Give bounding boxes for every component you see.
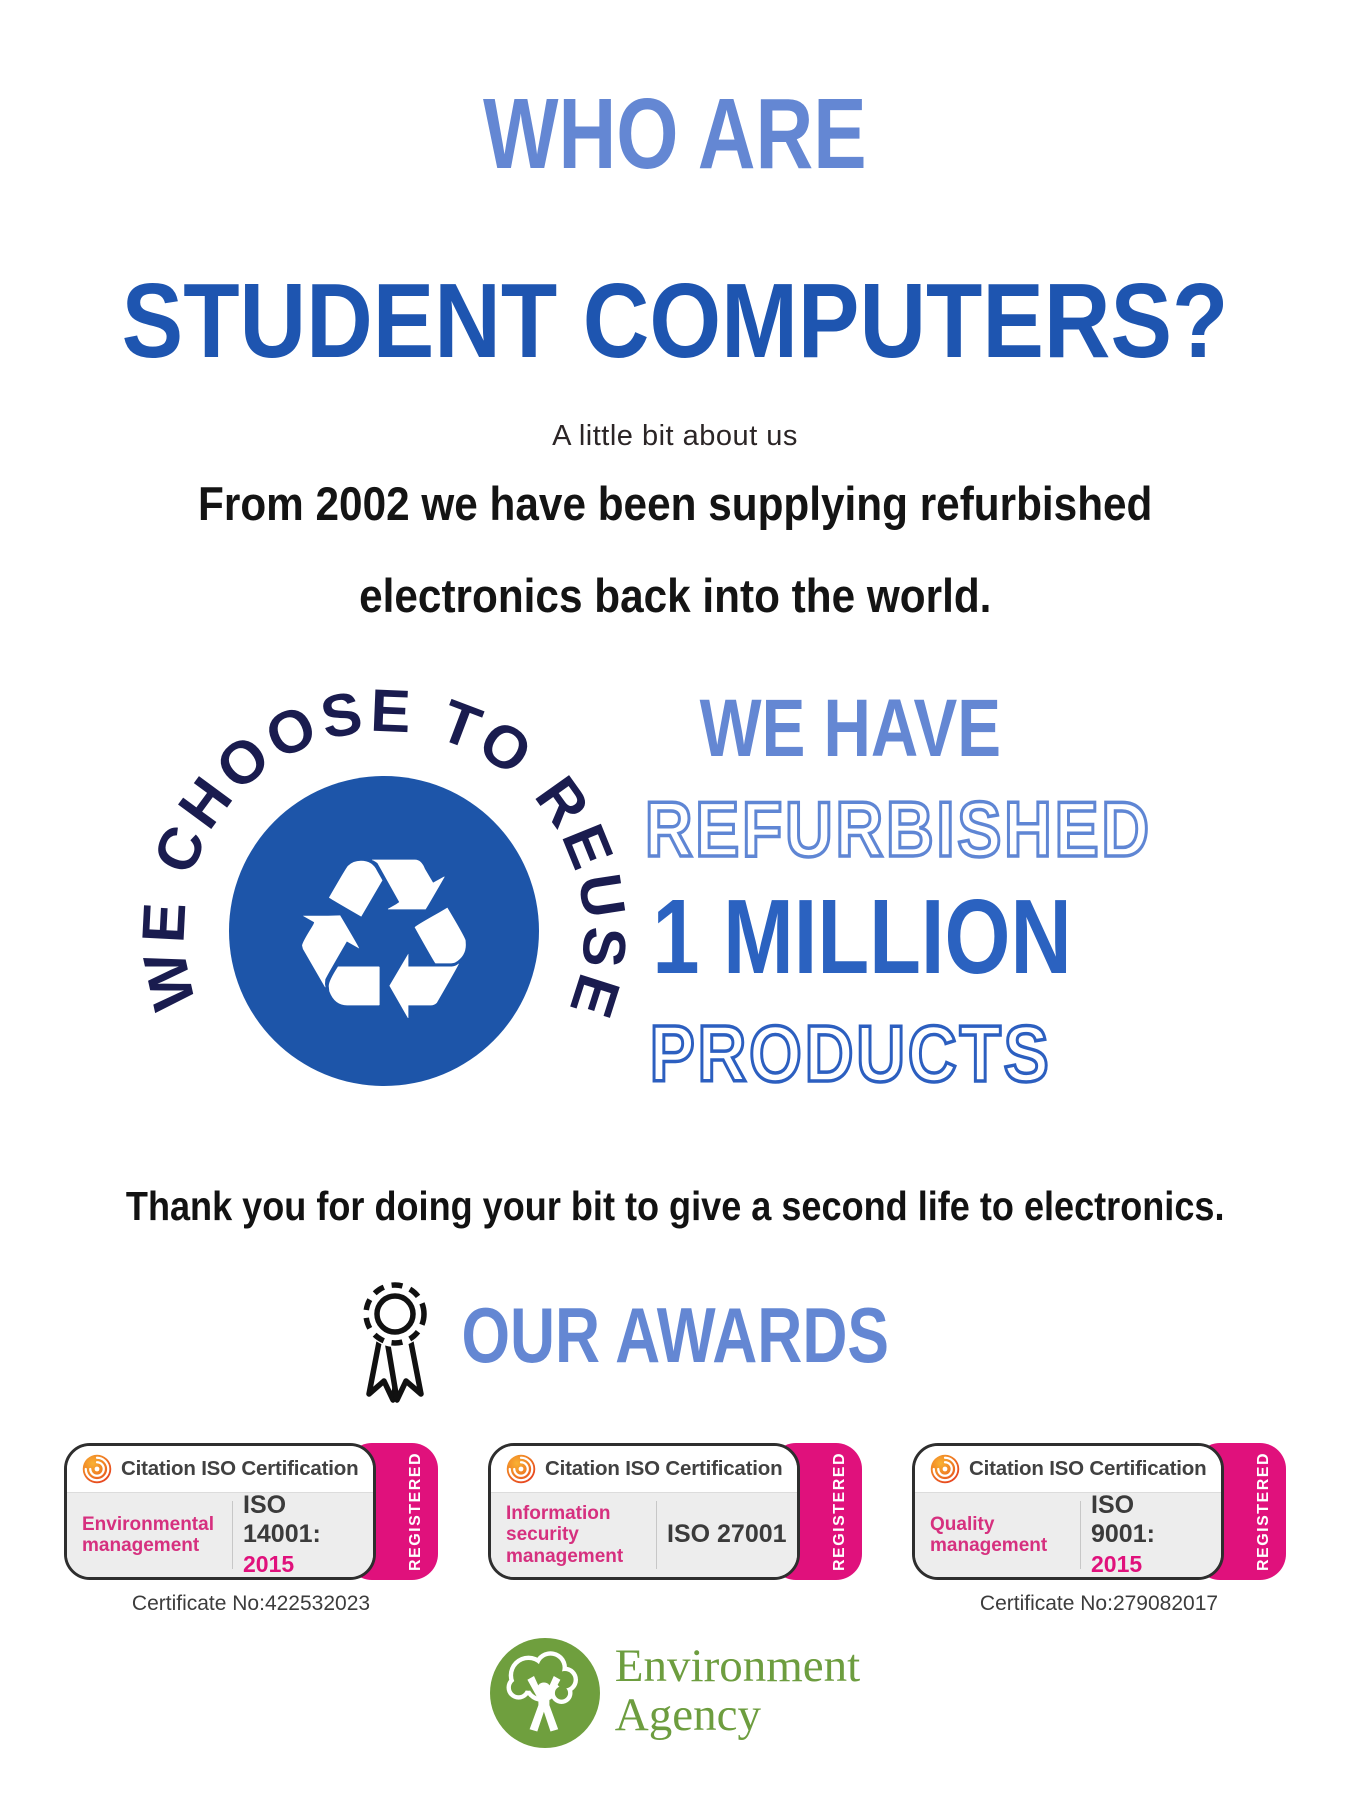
environment-agency-tree-icon xyxy=(490,1638,600,1748)
stats-block xyxy=(600,683,1152,1098)
reuse-curved-text: WE CHOOSE TO REUSE xyxy=(129,676,640,1030)
stats-row-4 xyxy=(600,1009,1100,1098)
registered-tab: REGISTERED xyxy=(1194,1443,1286,1580)
divider xyxy=(1080,1501,1081,1569)
environment-agency-name: Environment Agency xyxy=(614,1640,861,1742)
awards-title-row xyxy=(0,1270,1350,1379)
stat-products: PRODUCTS xyxy=(649,1009,1051,1098)
stat-we-have: WE HAVE xyxy=(699,683,1001,774)
iso-card xyxy=(64,1443,376,1580)
awards-title: OUR AWARDS xyxy=(461,1291,889,1379)
iso-card xyxy=(912,1443,1224,1580)
iso-card-header: Citation ISO Certification xyxy=(915,1446,1221,1492)
intro-line-2: electronics back into the world. xyxy=(358,569,992,622)
iso-card-body xyxy=(67,1492,373,1577)
certificate-number: Certificate No:422532023 xyxy=(131,1592,371,1615)
stat-1-million: 1 MILLION xyxy=(652,878,1072,996)
header xyxy=(0,78,1350,453)
thanks-line: Thank you for doing your bit to give a second life to electronics. xyxy=(125,1183,1225,1229)
awards-heading xyxy=(0,1270,1350,1420)
citation-logo-icon xyxy=(82,1454,112,1484)
reuse-logo xyxy=(100,575,670,1175)
intro-line-1: From 2002 we have been supplying refurbished xyxy=(197,477,1153,530)
iso-category: Information security management xyxy=(506,1503,624,1567)
iso-card-header: Citation ISO Certification xyxy=(67,1446,373,1492)
certificate-number: Certificate No:279082017 xyxy=(979,1592,1219,1615)
stats-row-2 xyxy=(600,785,1152,884)
recycle-icon: ♻ xyxy=(283,810,485,1072)
iso-card-body xyxy=(491,1492,797,1577)
iso-standard: ISO 27001 xyxy=(667,1520,787,1549)
stats-row-1 xyxy=(600,683,1100,790)
environment-agency-logo xyxy=(0,1638,1350,1748)
iso-card xyxy=(488,1443,800,1580)
registered-tab: REGISTERED xyxy=(770,1443,862,1580)
iso-badge-9001 xyxy=(912,1443,1286,1633)
iso-category: Environmental management xyxy=(82,1513,214,1556)
page-title-line2: STUDENT COMPUTERS? xyxy=(121,262,1229,380)
iso-category: Quality management xyxy=(930,1513,1048,1556)
subtitle: A little bit about us xyxy=(552,420,798,452)
iso-card-header: Citation ISO Certification xyxy=(491,1446,797,1492)
award-ribbon-icon xyxy=(353,1272,437,1408)
title-row-1 xyxy=(0,78,1350,190)
iso-badge-27001 xyxy=(488,1443,862,1633)
citation-logo-icon xyxy=(930,1454,960,1484)
iso-badges-row xyxy=(0,1443,1350,1633)
stats-row-3 xyxy=(600,878,1100,1014)
divider xyxy=(656,1501,657,1569)
divider xyxy=(232,1501,233,1569)
citation-logo-icon xyxy=(506,1454,536,1484)
stat-refurbished: REFURBISHED xyxy=(644,785,1152,873)
iso-badge-14001 xyxy=(64,1443,438,1633)
page-title-line1: WHO ARE xyxy=(483,78,867,190)
iso-standard: ISO 9001: 2015 xyxy=(1091,1490,1155,1577)
iso-standard: ISO 14001: 2015 xyxy=(243,1490,321,1577)
iso-card-body xyxy=(915,1492,1221,1577)
registered-tab: REGISTERED xyxy=(346,1443,438,1580)
title-row-2 xyxy=(0,262,1350,380)
